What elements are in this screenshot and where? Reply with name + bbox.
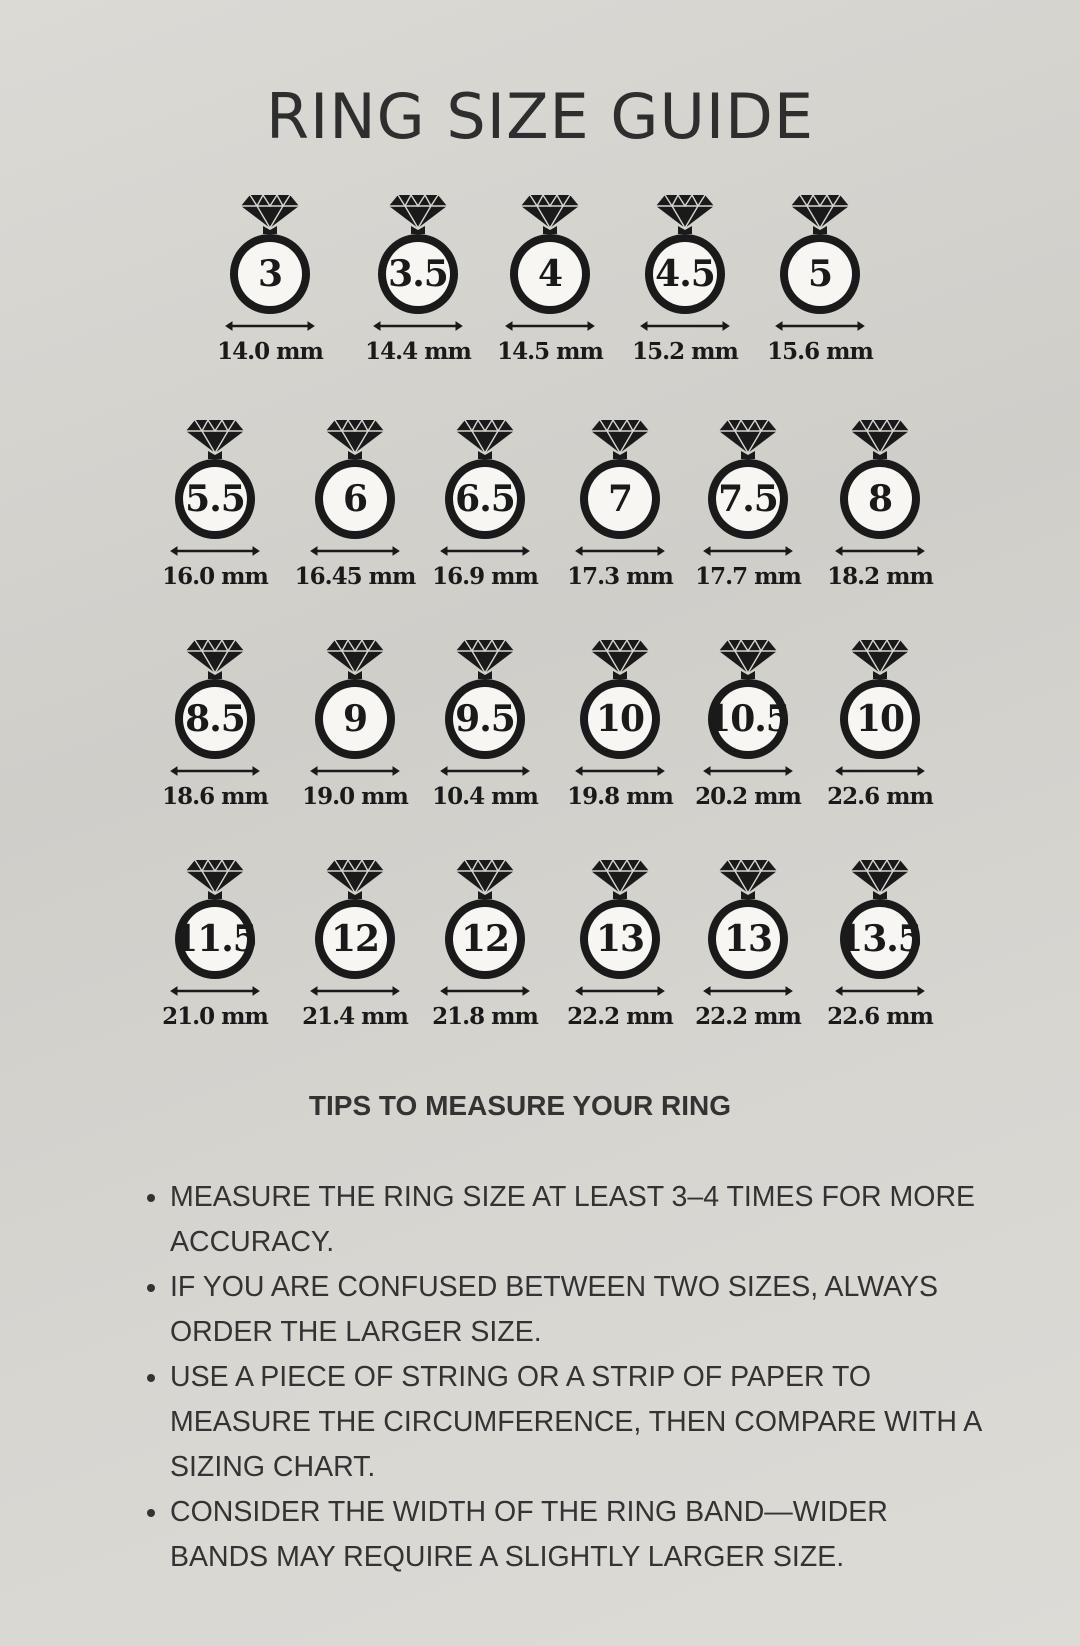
ring-size-label: 3 [257,253,283,295]
ring-diameter-label: 16.9 mm [432,563,538,590]
ring-size-item [425,853,545,1043]
ring-size-label: 10 [855,698,905,740]
ring-size-item [625,188,745,378]
ring-size-label: 7.5 [718,478,778,520]
ring-diameter-label: 18.6 mm [162,783,268,810]
ring-diameter-label: 19.8 mm [567,783,673,810]
ring-size-label: 11.5 [173,918,257,960]
ring-diameter-label: 15.2 mm [632,338,738,365]
ring-diameter-label: 16.45 mm [294,563,416,590]
ring-diameter-label: 17.3 mm [567,563,673,590]
ring-size-label: 9.5 [455,698,515,740]
tip-item: • CONSIDER THE WIDTH OF THE RING BAND—WIDER BANDS MAY REQUIRE A SLIGHTLY LARGER SIZE. [170,1490,990,1580]
ring-size-item [210,188,330,378]
ring-size-item [295,413,415,603]
tips-list [140,1175,990,1580]
ring-size-item [688,853,808,1043]
ring-diameter-label: 18.2 mm [827,563,933,590]
ring-size-item [155,633,275,823]
ring-diameter-label: 16.0 mm [162,563,268,590]
ring-size-item [688,633,808,823]
page-title: RING SIZE GUIDE [265,79,815,153]
ring-size-item [760,188,880,378]
ring-size-label: 5 [807,253,833,295]
ring-size-label: 8 [867,478,893,520]
ring-size-label: 13.5 [838,918,922,960]
ring-size-item [820,853,940,1043]
ring-size-label: 10 [595,698,645,740]
ring-size-label: 7 [607,478,633,520]
ring-size-label: 3.5 [388,253,448,295]
tip-item: • MEASURE THE RING SIZE AT LEAST 3–4 TIMES FOR MORE ACCURACY. [170,1175,990,1265]
ring-size-item [425,413,545,603]
ring-size-item [820,633,940,823]
ring-size-label: 6 [342,478,368,520]
ring-diameter-label: 10.4 mm [432,783,538,810]
ring-diameter-label: 15.6 mm [767,338,873,365]
ring-size-item [425,633,545,823]
tip-item: • IF YOU ARE CONFUSED BETWEEN TWO SIZES, ALWAYS ORDER THE LARGER SIZE. [170,1265,990,1355]
ring-size-label: 13 [723,918,773,960]
ring-size-item [490,188,610,378]
ring-size-label: 8.5 [185,698,245,740]
ring-diameter-label: 22.2 mm [695,1003,801,1030]
ring-diameter-label: 14.4 mm [365,338,471,365]
ring-size-item [155,413,275,603]
ring-size-label: 12 [460,918,510,960]
ring-size-label: 12 [330,918,380,960]
ring-diameter-label: 14.0 mm [217,338,323,365]
ring-diameter-label: 14.5 mm [497,338,603,365]
ring-size-item [155,853,275,1043]
ring-size-label: 4 [537,253,563,295]
ring-diameter-label: 21.4 mm [302,1003,408,1030]
tip-item: • USE A PIECE OF STRING OR A STRIP OF PAPER TO MEASURE THE CIRCUMFERENCE, THEN COMPARE WITH A SIZING CHART. [170,1355,990,1490]
ring-size-item [295,853,415,1043]
ring-size-label: 10.5 [706,698,790,740]
ring-size-item [295,633,415,823]
tips-heading: TIPS TO MEASURE YOUR RING [308,1090,732,1121]
ring-size-item [560,633,680,823]
ring-size-label: 5.5 [185,478,245,520]
ring-size-item [560,853,680,1043]
ring-diameter-label: 21.8 mm [432,1003,538,1030]
ring-size-item [688,413,808,603]
ring-diameter-label: 22.6 mm [827,783,933,810]
ring-size-label: 13 [595,918,645,960]
ring-diameter-label: 21.0 mm [162,1003,268,1030]
ring-diameter-label: 19.0 mm [302,783,408,810]
ring-size-label: 6.5 [455,478,515,520]
ring-diameter-label: 20.2 mm [695,783,801,810]
ring-diameter-label: 22.6 mm [827,1003,933,1030]
ring-size-item [358,188,478,378]
ring-size-item [820,413,940,603]
ring-diameter-label: 22.2 mm [567,1003,673,1030]
ring-size-item [560,413,680,603]
ring-diameter-label: 17.7 mm [695,563,801,590]
ring-size-label: 9 [342,698,368,740]
ring-size-label: 4.5 [655,253,715,295]
